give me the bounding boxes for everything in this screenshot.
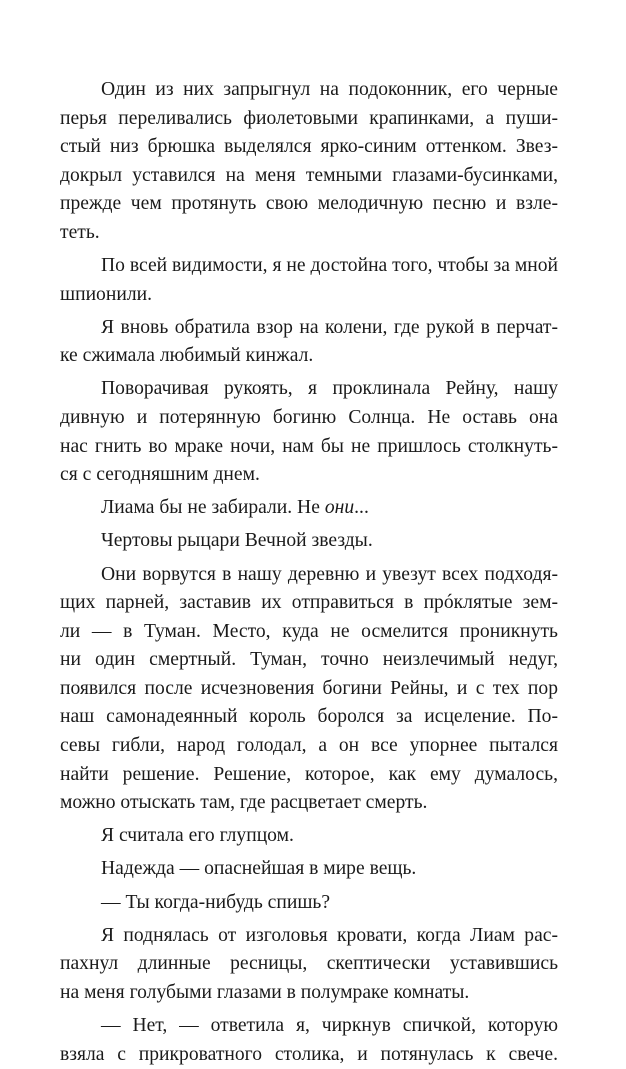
text-line: докрыл уставился на меня темными глазами-бусинками, [60,162,558,191]
text-line: ли — в Туман. Место, куда не осмелится проникнуть [60,618,558,647]
text-line: можно отыскать там, где расцветает смерть. [60,789,558,818]
paragraph [60,922,558,1008]
paragraph [60,822,558,851]
text-line: найти решение. Решение, которое, как ему думалось, [60,761,558,790]
text-line: появился после исчезновения богини Рейны, и с тех пор [60,675,558,704]
text-line: шпионили. [60,281,558,310]
text-fragment: Лиама бы не забирали. Не [101,497,325,518]
paragraph [60,375,558,489]
body-text [60,76,558,1069]
paragraph [60,855,558,884]
paragraph [60,1012,558,1069]
text-line: теть. [60,219,558,248]
text-line: взяла с прикроватного столика, и потянулась к свече. [60,1041,558,1069]
text-line: Я поднялась от изголовья кровати, когда Лиам рас- [60,922,558,951]
text-line: Они ворвутся в нашу деревню и увезут всех подходя- [60,561,558,590]
paragraph [60,494,558,523]
paragraph [60,527,558,556]
paragraph [60,314,558,371]
text-line: Поворачивая рукоять, я проклинала Рейну, нашу [60,375,558,404]
text-line: пахнул длинные ресницы, скептически уставившись [60,950,558,979]
paragraph [60,252,558,309]
text-line: наш самонадеянный король боролся за исцеление. По- [60,703,558,732]
text-line: Надежда — опаснейшая в мире вещь. [60,855,558,884]
text-line [60,494,558,523]
text-line: на меня голубыми глазами в полумраке комнаты. [60,979,558,1008]
text-line: — Нет, — ответила я, чиркнув спичкой, которую [60,1012,558,1041]
text-line: ке сжимала любимый кинжал. [60,342,558,371]
text-line: — Ты когда-нибудь спишь? [60,889,558,918]
paragraph [60,561,558,818]
text-line: щих парней, заставив их отправиться в прóклятые зем- [60,589,558,618]
text-line: По всей видимости, я не достойна того, чтобы за мной [60,252,558,281]
text-line: нас гнить во мраке ночи, нам бы не пришлось столкнуть- [60,433,558,462]
text-line: Чертовы рыцари Вечной звезды. [60,527,558,556]
text-line: ся с сегодняшним днем. [60,461,558,490]
text-line: ни один смертный. Туман, точно неизлечимый недуг, [60,646,558,675]
text-line: севы гибли, народ голодал, а он все упорнее пытался [60,732,558,761]
text-line: перья переливались фиолетовыми крапинками, а пуши- [60,105,558,134]
text-line: Я считала его глупцом. [60,822,558,851]
text-line: стый низ брюшка выделялся ярко-синим оттенком. Звез- [60,133,558,162]
text-line: Один из них запрыгнул на подоконник, его черные [60,76,558,105]
text-line: Я вновь обратила взор на колени, где рукой в перчат- [60,314,558,343]
text-line: дивную и потерянную богиню Солнца. Не оставь она [60,404,558,433]
text-line: прежде чем протянуть свою мелодичную песню и взле- [60,190,558,219]
text-fragment: ... [354,497,369,518]
paragraph [60,76,558,248]
paragraph [60,889,558,918]
emphasis-text: они [325,497,354,518]
